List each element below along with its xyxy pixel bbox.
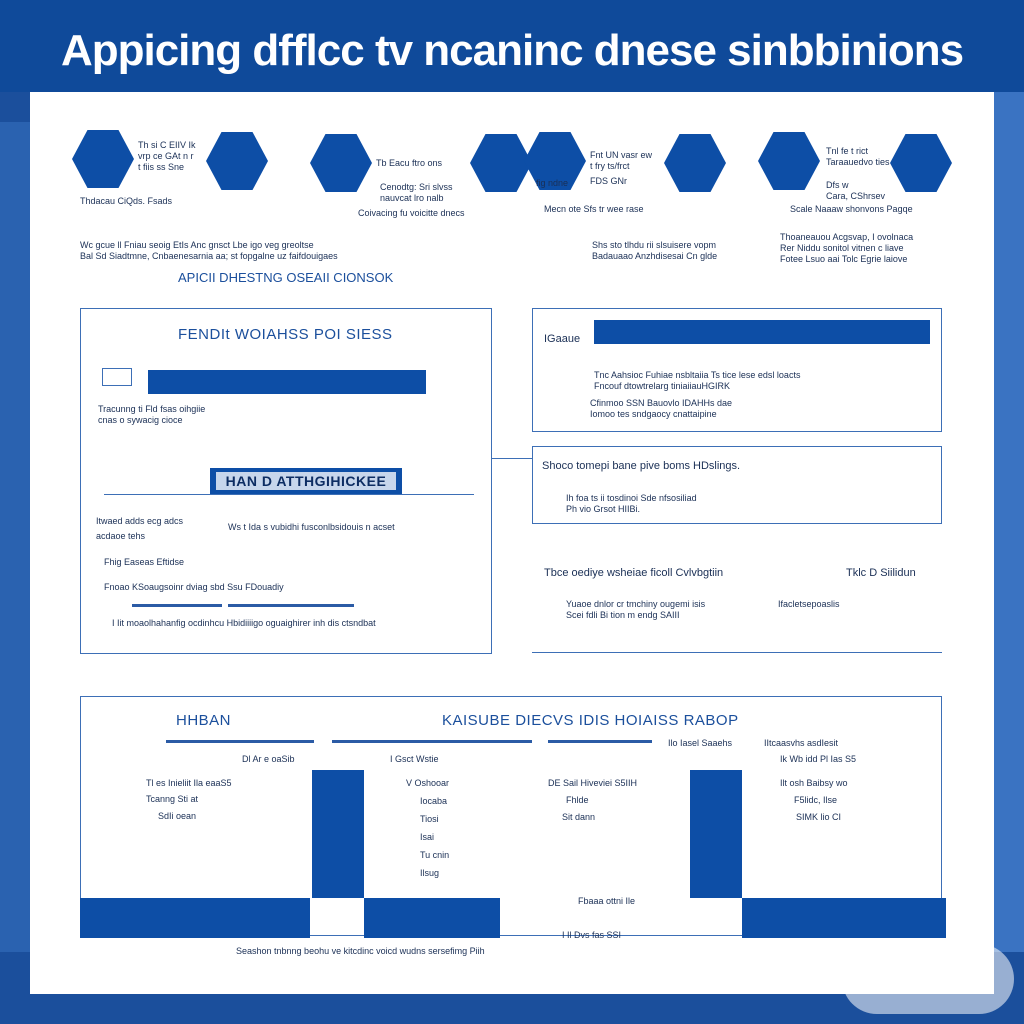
section-heading: APICII DHESTNG OSEAII CIONSOK <box>178 270 394 285</box>
bottom-col1-line-3: SdIi oean <box>158 811 197 821</box>
hex-label-1a: Th si C EIIV Ik <box>138 140 196 150</box>
bottom-block-2 <box>364 898 500 938</box>
left-row-3: Fhig Easeas Eftidse <box>104 557 185 567</box>
left-row-2: acdaoe tehs <box>96 531 146 541</box>
desc-left-1: Wc gcue ll Fniau seoig EtIs Anc gnsct Lbe igo veg greoltse <box>80 240 314 250</box>
desc-mid-2: Badauaao Anzhdisesai Cn glde <box>592 251 718 261</box>
hex-sublabel-3: Mecn ote Sfs tr wee rase <box>544 204 644 214</box>
hex-sublabel-2: Coivacing fu voicitte dnecs <box>358 208 465 218</box>
bottom-block-1 <box>80 898 310 938</box>
bottom-left-label: HHBAN <box>176 712 232 729</box>
bottom-col-head-2: I Gsct Wstie <box>390 754 439 764</box>
right-top-tab-label: IGaaue <box>544 333 581 345</box>
bottom-col4-line-2: F5lidc, Ilse <box>794 795 838 805</box>
hex-label-1b: vrp ce GAt n r <box>138 151 194 161</box>
right-bottom-right-line: Ifacletsepoaslis <box>778 599 840 609</box>
bottom-col-head-3: Ilo Iasel Saaehs <box>668 738 733 748</box>
right-top-line-2: Fncouf dtowtrelarg tiniaiiauHGIRK <box>594 381 731 391</box>
hex-label-3c: FDS GNr <box>590 176 627 186</box>
hex-label-4a: Tnl fe t rict <box>826 146 869 156</box>
right-bottom-left-head: Tbce oediye wsheiae ficoll Cvlvbgtiin <box>544 567 724 579</box>
bottom-col-rule-3 <box>548 740 652 743</box>
bottom-col2-line-4: Isai <box>420 832 435 842</box>
hex-sublabel-1: Thdacau CiQds. Fsads <box>80 196 173 206</box>
hex-sublabel-mid-c: fig ndne <box>536 178 569 188</box>
right-top-line-4: Iomoo tes sndgaocy cnattaipine <box>590 409 717 419</box>
left-decorative-stripe <box>0 122 30 952</box>
bottom-col-head-4: IItcaasvhs asdIesit <box>764 738 839 748</box>
bottom-col-rule-1 <box>166 740 314 743</box>
desc-right-3: Fotee Lsuo aai Tolc Egrie laiove <box>780 254 908 264</box>
bottom-center-footer: Fbaaa ottni Ile <box>578 896 636 906</box>
hex-label-2a: Tb Eacu ftro ons <box>376 158 443 168</box>
small-frame-icon <box>102 368 132 386</box>
bottom-pillar-2 <box>690 770 742 898</box>
right-bottom-line-2: Scei fdli Bi tion m endg SAIII <box>566 610 680 620</box>
bottom-col-head-5: Ik Wb idd Pl Ias S5 <box>780 754 857 764</box>
hex-label-4c: Dfs w <box>826 180 849 190</box>
bottom-col2-line-3: Tiosi <box>420 814 439 824</box>
right-top-bar <box>594 320 930 344</box>
left-row-4: Fnoao KSoaugsoinr dviag sbd Ssu FDouadiy <box>104 582 284 592</box>
left-box-highlight <box>210 468 402 494</box>
connector-line <box>492 458 532 459</box>
left-box-highlight-label: HAN D ATTHGIHICKEE <box>225 473 387 489</box>
right-mid-heading: Shoco tomepi bane pive boms HDslings. <box>542 460 741 472</box>
left-row-underline-1 <box>132 604 222 607</box>
hex-sublabel-mid-a: Cenodtg: Sri slvss <box>380 182 453 192</box>
hex-label-3b: t fry ts/frct <box>590 161 630 171</box>
bottom-center-label: KAISUBE DIECVS IDIS HOIAISS RABOP <box>442 712 739 729</box>
hex-label-1c: t fiis ss Sne <box>138 162 185 172</box>
bottom-center-footer-2: I Il Dvs fas SSI <box>562 930 622 940</box>
desc-left-2: Bal Sd Siadtmne, Cnbaenesarnia aa; st fopgalne uz faifdouigaes <box>80 251 338 261</box>
hex-label-4d: Cara, CShrsev <box>826 191 886 201</box>
bottom-col-rule-2 <box>332 740 532 743</box>
bottom-block-3 <box>742 898 946 938</box>
left-row-5: I Iit moaolhahanfig ocdinhcu Hbidiiiigo oguaighirer inh dis ctsndbat <box>112 618 376 628</box>
hex-sublabel-4: Scale Naaaw shonvons Pagqe <box>790 204 913 214</box>
right-top-line-1: Tnc Aahsioc Fuhiae nsbltaiia Ts tice lese edsl loacts <box>594 370 801 380</box>
right-bottom-right-head: Tklc D Siilidun <box>846 567 916 579</box>
left-row-1b: Ws t Ida s vubidhi fusconlbsidouis n acset <box>228 522 395 532</box>
bottom-col1-line-1: Tl es Inieliit Ila eaaS5 <box>146 778 232 788</box>
left-box-divider <box>104 494 474 495</box>
page-title: Appicing dfflcc tv ncaninc dnese sinbbinions <box>60 26 964 75</box>
bottom-pillar-1 <box>312 770 364 898</box>
desc-mid-1: Shs sto tlhdu rii slsuisere vopm <box>592 240 717 250</box>
bottom-col-head-1: Dl Ar e oaSib <box>242 754 295 764</box>
right-bottom-rule <box>532 652 942 653</box>
left-row-1a: Itwaed adds ecg adcs <box>96 516 184 526</box>
desc-right-1: Thoaneauou Acgsvap, I ovolnaca <box>780 232 914 242</box>
hex-sublabel-mid-b: nauvcat lro nalb <box>380 193 444 203</box>
desc-right-2: Rer Niddu sonitol vitnen c liave <box>780 243 904 253</box>
hex-label-4b: Taraauedvo ties <box>826 157 890 167</box>
right-bottom-line-1: Yuaoe dnlor cr tmchiny ougemi isis <box>566 599 706 609</box>
hex-label-3a: Fnt UN vasr ew <box>590 150 653 160</box>
bottom-caption: Seashon tnbnng beohu ve kitcdinc voicd wudns sersefimg Piih <box>236 946 485 956</box>
right-mid-line-1: Ih foa ts ii tosdinoi Sde nfsosiliad <box>566 493 697 503</box>
bottom-col2-line-6: Ilsug <box>420 868 440 878</box>
bottom-col4-line-3: SIMK lio CI <box>796 812 842 822</box>
bottom-col3-line-2: Fhlde <box>566 795 589 805</box>
bottom-col1-line-2: Tcanng Sti at <box>146 794 199 804</box>
bottom-col4-line-1: Ilt osh Baibsy wo <box>780 778 848 788</box>
bottom-col2-line-2: Iocaba <box>420 796 448 806</box>
left-box-heading: FENDIt WOIAHSS POI SIESS <box>178 326 393 343</box>
right-top-line-3: Cfinmoo SSN Bauovlo IDAHHs dae <box>590 398 733 408</box>
right-decorative-stripe <box>994 92 1024 952</box>
left-box-bar <box>148 370 426 394</box>
left-box-note-2: cnas o sywacig cioce <box>98 415 183 425</box>
bottom-col2-line-1: V Oshooar <box>406 778 450 788</box>
left-box-note-1: Tracunng ti Fld fsas oihgiie <box>98 404 206 414</box>
bottom-col3-line-3: Sit dann <box>562 812 596 822</box>
ai-generated-watermark: AI生成 <box>842 944 1014 1014</box>
bottom-col2-line-5: Tu cnin <box>420 850 450 860</box>
left-row-underline-2 <box>228 604 354 607</box>
right-mid-line-2: Ph vio Grsot HIIBi. <box>566 504 641 514</box>
bottom-col3-line-1: DE Sail Hiveviei S5IIH <box>548 778 638 788</box>
